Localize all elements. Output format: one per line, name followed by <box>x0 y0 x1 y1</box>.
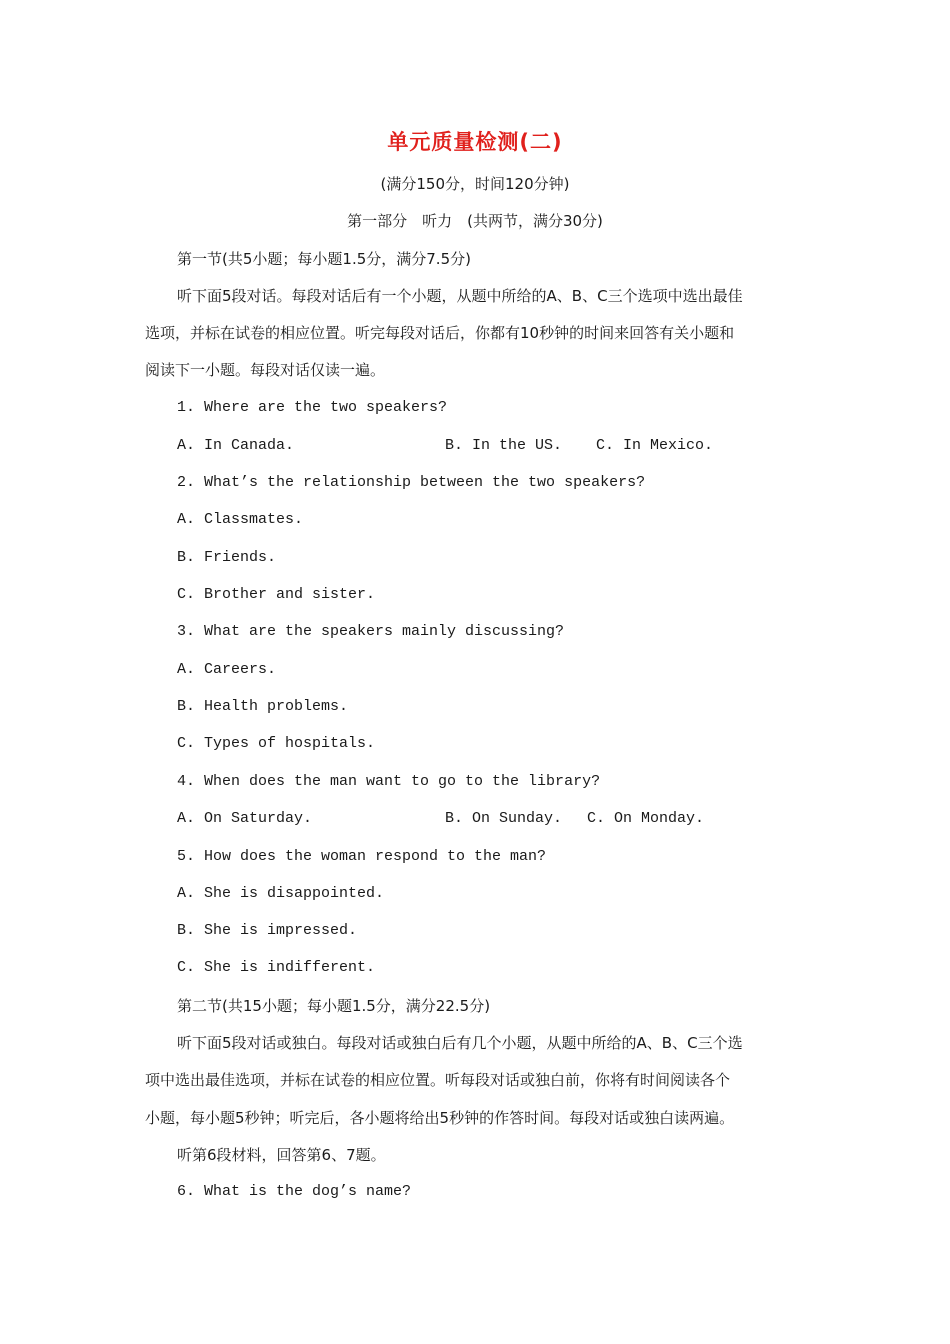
section-one-instruction-line: 阅读下一小题。每段对话仅读一遍。 <box>145 361 386 379</box>
question-2: 2. What’s the relationship between the two speakers? <box>177 474 646 491</box>
question-4: 4. When does the man want to go to the library? <box>177 773 601 790</box>
section-two-heading: 第二节(共15小题；每小题1.5分，满分22.5分) <box>177 997 491 1015</box>
question-1: 1. Where are the two speakers? <box>177 399 448 416</box>
option-a: A. In Canada. <box>177 437 295 454</box>
part-one-heading: 第一部分 听力 (共两节，满分30分) <box>347 212 603 230</box>
option-c: C. Types of hospitals. <box>177 735 376 752</box>
page-title: 单元质量检测(二) <box>387 130 563 154</box>
section-one-instruction-line: 听下面5段对话。每段对话后有一个小题，从题中所给的A、B、C三个选项中选出最佳 <box>177 287 743 305</box>
question-1-options <box>0 436 950 456</box>
option-a: A. On Saturday. <box>177 810 313 827</box>
exam-subtitle: (满分150分，时间120分钟) <box>380 175 570 193</box>
option-a: A. Classmates. <box>177 511 304 528</box>
section-one-instruction-line: 选项，并标在试卷的相应位置。听完每段对话后，你都有10秒钟的时间来回答有关小题和 <box>145 324 735 342</box>
option-b: B. Friends. <box>177 549 277 566</box>
material-note: 听第6段材料，回答第6、7题。 <box>177 1146 386 1164</box>
option-b: B. She is impressed. <box>177 922 358 939</box>
option-b: B. On Sunday. <box>445 810 563 827</box>
question-4-options <box>0 809 950 829</box>
question-3: 3. What are the speakers mainly discussing? <box>177 623 565 640</box>
option-c: C. In Mexico. <box>596 437 714 454</box>
option-c: C. On Monday. <box>587 810 705 827</box>
section-two-instruction-line: 听下面5段对话或独白。每段对话或独白后有几个小题，从题中所给的A、B、C三个选 <box>177 1034 743 1052</box>
option-a: A. She is disappointed. <box>177 885 385 902</box>
option-b: B. In the US. <box>445 437 563 454</box>
option-a: A. Careers. <box>177 661 277 678</box>
option-c: C. She is indifferent. <box>177 959 376 976</box>
option-c: C. Brother and sister. <box>177 586 376 603</box>
section-two-instruction-line: 小题，每小题5秒钟；听完后，各小题将给出5秒钟的作答时间。每段对话或独白读两遍。 <box>145 1109 735 1127</box>
question-6: 6. What is the dog’s name? <box>177 1183 412 1200</box>
section-one-heading: 第一节(共5小题；每小题1.5分，满分7.5分) <box>177 250 471 268</box>
section-two-instruction-line: 项中选出最佳选项，并标在试卷的相应位置。听每段对话或独白前，你将有时间阅读各个 <box>145 1071 731 1089</box>
question-5: 5. How does the woman respond to the man? <box>177 848 547 865</box>
option-b: B. Health problems. <box>177 698 349 715</box>
